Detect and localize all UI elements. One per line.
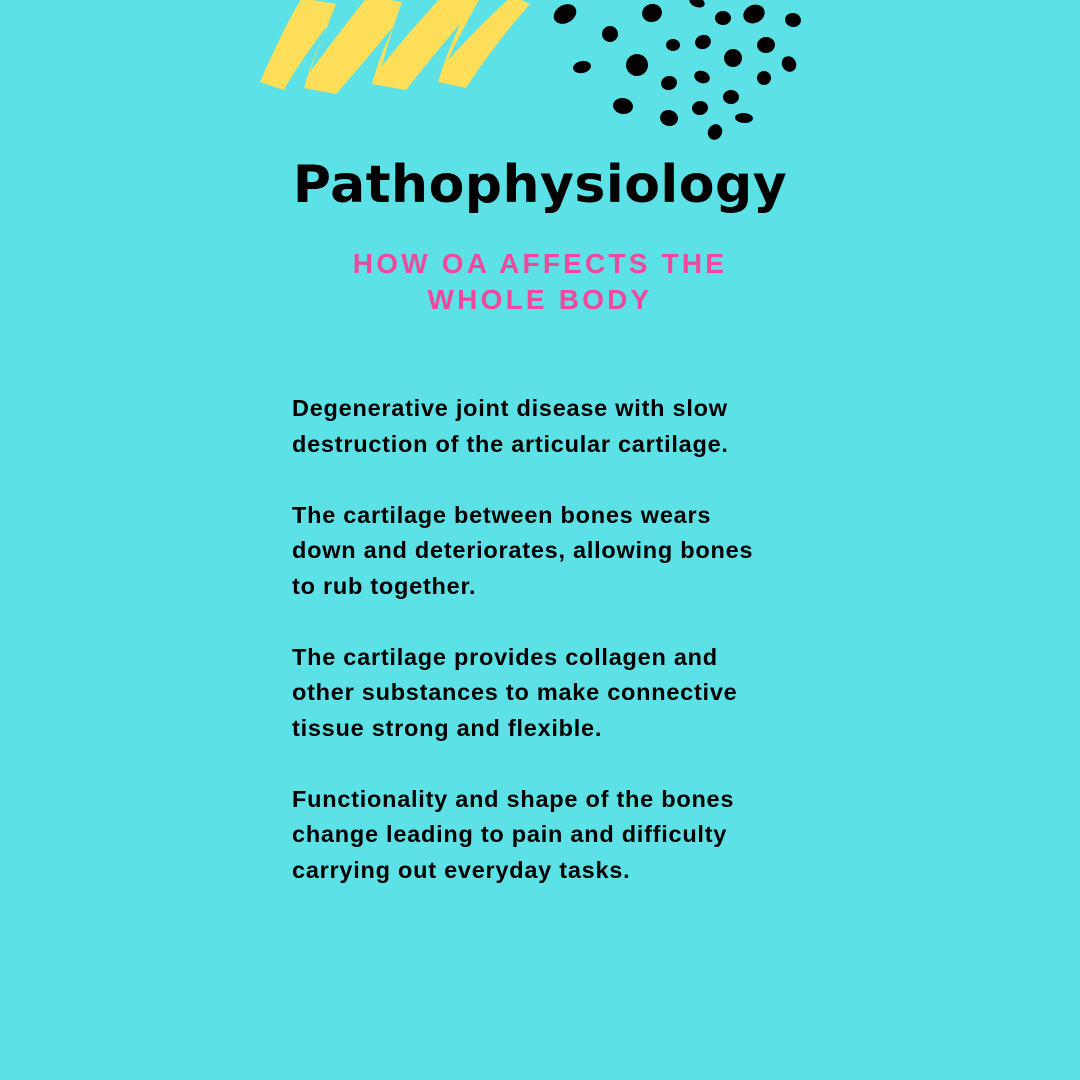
dot-mark: [688, 0, 707, 10]
paragraph: [292, 391, 812, 462]
paragraph-line: tissue strong and flexible.: [292, 714, 603, 741]
dot-mark: [755, 69, 773, 87]
paragraph-line: to rub together.: [292, 572, 477, 599]
dot-mark: [692, 68, 711, 85]
black-dot-pattern-icon: [545, 0, 810, 150]
body-content: [292, 391, 812, 924]
paragraph-line: Degenerative joint disease with slow: [292, 395, 728, 421]
paragraph: [292, 782, 812, 889]
paragraph-line: down and deteriorates, allowing bones: [292, 537, 754, 563]
paragraph: [292, 640, 812, 747]
dot-mark: [735, 112, 754, 123]
dot-mark: [756, 36, 776, 54]
paragraph-line: change leading to pain and difficulty: [292, 821, 728, 847]
dot-mark: [601, 25, 619, 43]
paragraph-line: carrying out everyday tasks.: [292, 856, 631, 883]
paragraph-line: The cartilage between bones wears: [292, 501, 712, 528]
dot-mark: [612, 97, 634, 116]
subtitle-line: HOW OA AFFECTS THE: [352, 248, 728, 279]
paragraph: [292, 498, 812, 605]
page-title: Pathophysiology: [292, 155, 788, 215]
page-subtitle: [300, 246, 780, 318]
dot-mark: [691, 100, 709, 117]
paragraph-line: The cartilage provides collagen and: [292, 643, 718, 670]
dot-mark: [723, 90, 739, 104]
dot-mark: [722, 47, 744, 69]
dot-mark: [693, 33, 713, 52]
dot-mark: [666, 39, 681, 52]
dot-mark: [784, 11, 803, 28]
dot-mark: [572, 59, 592, 74]
dot-mark: [705, 122, 725, 143]
dot-mark: [622, 50, 651, 79]
dot-mark: [715, 11, 731, 26]
dot-mark: [640, 2, 664, 25]
dot-mark: [658, 108, 679, 128]
dot-mark: [550, 0, 580, 28]
paragraph-line: destruction of the articular cartilage.: [292, 430, 729, 457]
dot-mark: [659, 74, 678, 92]
paragraph-line: Functionality and shape of the bones: [292, 785, 735, 812]
dot-mark: [740, 1, 768, 27]
paragraph-line: other substances to make connective: [292, 679, 738, 705]
dot-mark: [779, 54, 799, 75]
subtitle-line: WHOLE BODY: [427, 284, 653, 315]
yellow-brush-stroke-icon: [240, 0, 540, 100]
